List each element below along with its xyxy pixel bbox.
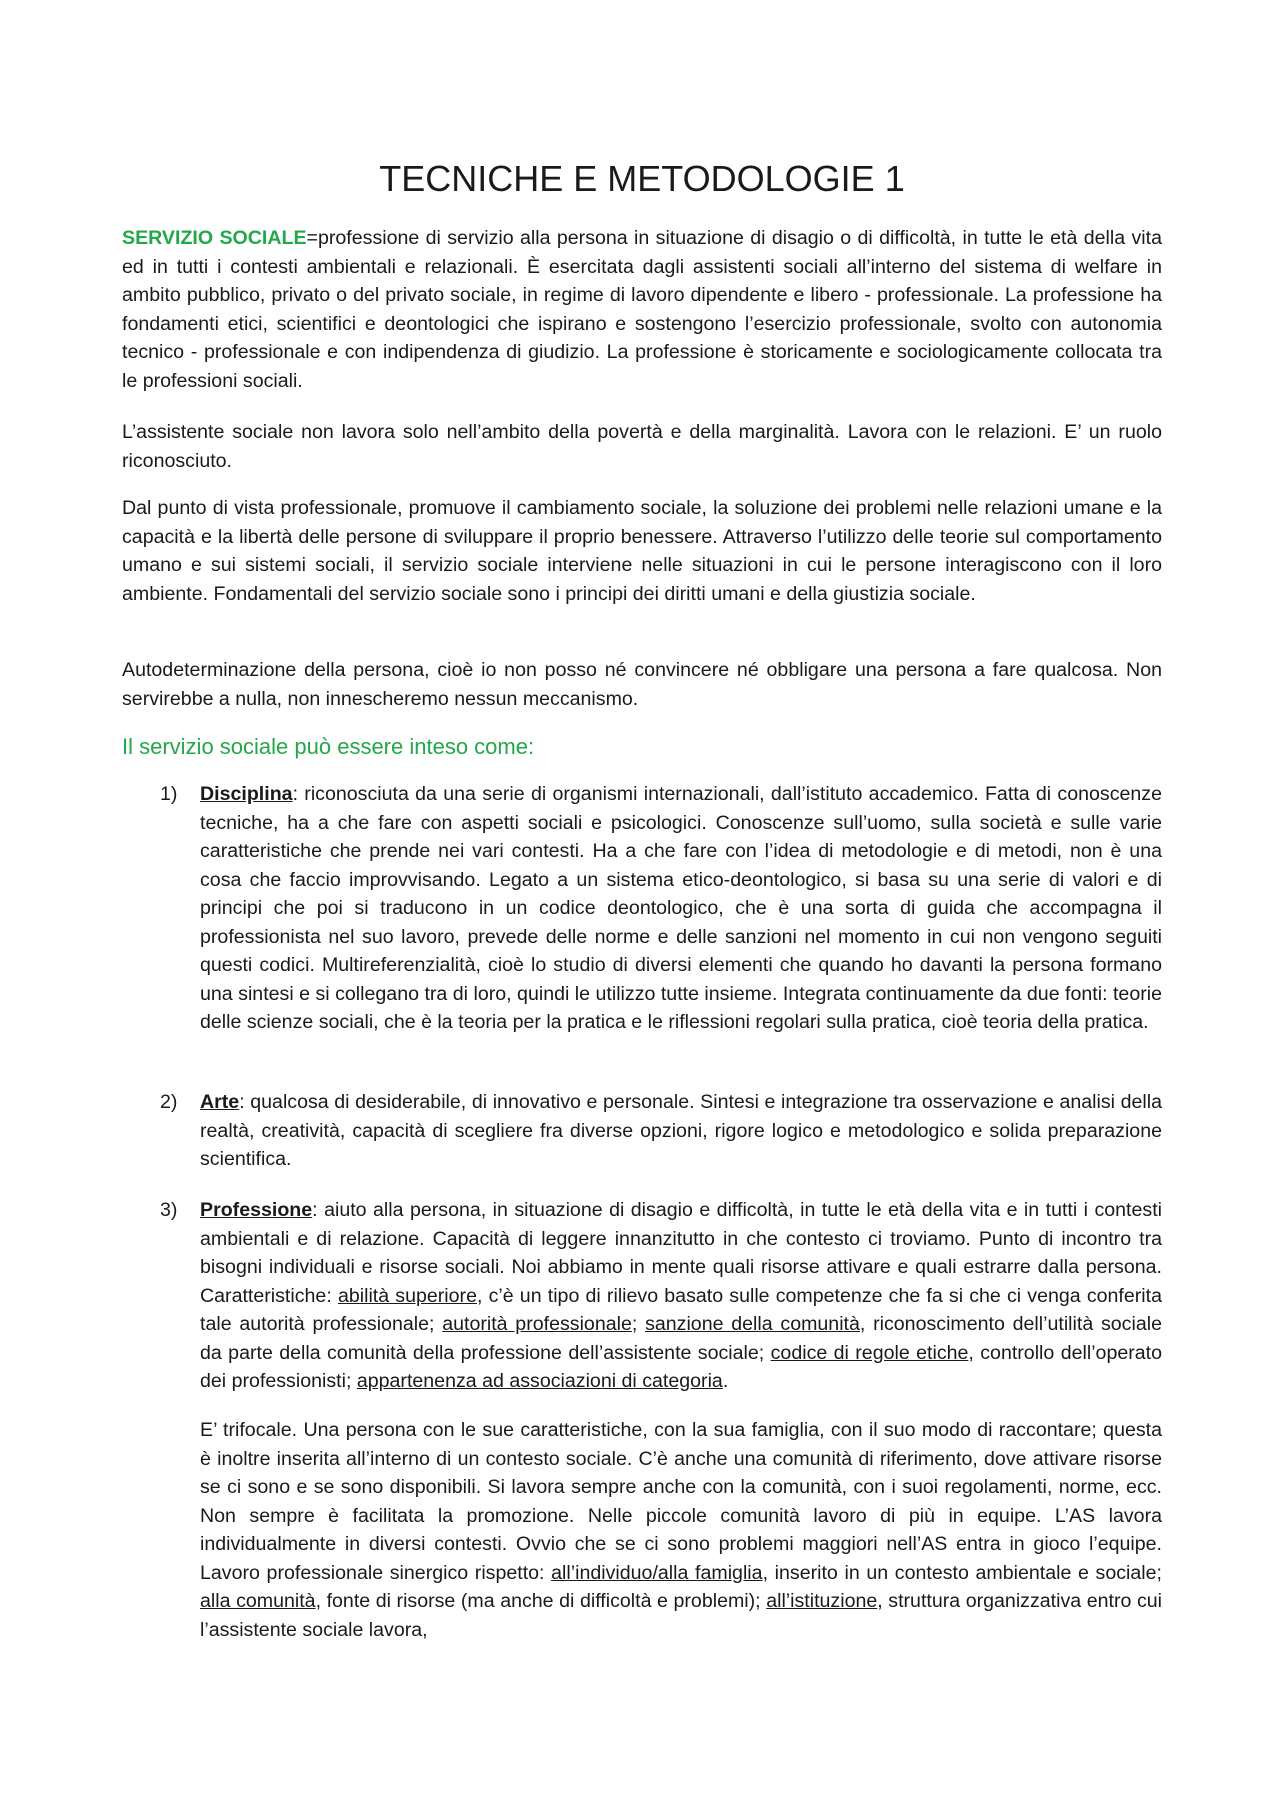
intro-text: =professione di servizio alla persona in situazione di disagio o di difficoltà, in tutte le età della vita ed in tutti i contesti ambientali e relazionali. È esercitata dagli assistenti sociali all’interno del sistema di welfare in ambito pubblico, privato o del privato sociale, in regime di lavoro dipendente e libero - professionale. La professione ha fondamenti etici, scientifici e deontologici che ispirano e sostengono l’esercizio professionale, svolto con autonomia tecnico - professionale e con indipendenza di giudizio. La professione è storicamente e sociologicamente collocata tra le professioni sociali. [122, 227, 1162, 392]
list-item [122, 1196, 1162, 1396]
trifocale-paragraph [200, 1416, 1162, 1644]
underlined-term: abilità superiore [337, 1284, 477, 1307]
list-item-number: 1) [160, 783, 178, 805]
intro-paragraph [122, 224, 1162, 395]
underlined-term: codice di regole etiche [770, 1341, 969, 1364]
list-item-number: 2) [160, 1091, 178, 1113]
list-item-number: 3) [160, 1199, 178, 1221]
text-run: , controllo dell’operato dei professionisti; [200, 1341, 1162, 1392]
text-run: . [722, 1370, 729, 1392]
intro-term: SERVIZIO SOCIALE [122, 227, 307, 249]
list-item [122, 1088, 1162, 1174]
underlined-term: appartenenza ad associazioni di categoria [356, 1370, 723, 1392]
underlined-term: sanzione della comunità [645, 1313, 860, 1335]
underlined-term: all’istituzione [766, 1590, 878, 1612]
page-title: TECNICHE E METODOLOGIE 1 [379, 158, 905, 199]
underlined-term: alla comunità [200, 1590, 316, 1612]
text-run: E’ trifocale. Una persona con le sue caratteristiche, con la sua famiglia, con il suo modo di raccontare; questa è inoltre inserita all’interno di un contesto sociale. C’è anche una comunità di riferimento, dove attivare risorse se ci sono e se sono disponibili. Si lavora sempre anche con la comunità, con i suoi regolamenti, norme, ecc. Non sempre è facilitata la promozione. Nelle piccole comunità lavoro di più in equipe. L’AS lavora individualmente in diversi contesti. Ovvio che se ci sono problemi maggiori nell’AS entra in gioco l’equipe. Lavoro professionale sinergico rispetto: [200, 1419, 1162, 1584]
section-subheading: Il servizio sociale può essere inteso come: [122, 734, 535, 759]
assistente-paragraph: L’assistente sociale non lavora solo nell’ambito della povertà e della marginalità. Lavora con le relazioni. E’ un ruolo riconosciuto. [122, 421, 1162, 472]
list-item-keyword: Disciplina [200, 783, 293, 805]
list-item-body: : qualcosa di desiderabile, di innovativo e personale. Sintesi e integrazione tra osservazione e analisi della realtà, creatività, capacità di scegliere fra diverse opzioni, rigore logico e metodologico e solida preparazione scientifica. [200, 1091, 1162, 1170]
text-run: ; [631, 1313, 646, 1335]
list-item-keyword: Arte [200, 1091, 240, 1113]
text-run: , fonte di risorse (ma anche di difficoltà e problemi); [315, 1590, 767, 1612]
text-run: , inserito in un contesto ambientale e sociale; [762, 1561, 1162, 1584]
text-run: : aiuto alla persona, in situazione di disagio e difficoltà, in tutte le età della vita e in tutti i contesti ambientali e di relazione. Capacità di leggere innanzitutto in che contesto ci troviamo. Punto di incontro tra bisogni individuali e risorse sociali. Noi abbiamo in mente quali risorse attivare e quali estrarre dalla persona. Caratteristiche: [200, 1199, 1162, 1307]
list-item-body: : riconosciuta da una serie di organismi internazionali, dall’istituto accademico. Fatta di conoscenze tecniche, ha a che fare con aspetti sociali e psicologici. Conoscenze sull’uomo, sulla società e sulle varie caratteristiche che prende nei vari contesti. Ha a che fare con l’idea di metodologie e di metodi, non è una cosa che faccio improvvisando. Legato a un sistema etico-deontologico, si basa su una serie di valori e di principi che poi si traducono in un codice deontologico, che è una sorta di guida che accompagna il professionista nel suo lavoro, prevede delle norme e delle sanzioni nel momento in cui non vengono seguiti questi codici. Multireferenzialità, cioè lo studio di diversi elementi che quando ho davanti la persona formano una sintesi e si collegano tra di loro, quindi le utilizzo tutte insieme. Integrata continuamente da due fonti: teorie delle scienze sociali, che è la teoria per la pratica e le riflessioni regolari sulla pratica, cioè teoria della pratica. [200, 783, 1162, 1033]
text-run: , struttura organizzativa entro cui l’assistente sociale lavora, [200, 1590, 1162, 1641]
list-item-text [200, 780, 1162, 1037]
professional-paragraph: Dal punto di vista professionale, promuove il cambiamento sociale, la soluzione dei problemi nelle relazioni umane e la capacità e la libertà delle persone di sviluppare il proprio benessere. Attraverso l’utilizzo delle teorie sul comportamento umano e sui sistemi sociali, il servizio sociale interviene nelle situazioni in cui le persone interagiscono con il loro ambiente. Fondamentali del servizio sociale sono i principi dei diritti umani e della giustizia sociale. [122, 497, 1162, 605]
text-run: , c’è un tipo di rilievo basato sulle competenze che fa si che ci venga conferita tale autorità professionale; [200, 1284, 1162, 1335]
list-item-text [200, 1088, 1162, 1174]
list-item [122, 780, 1162, 1037]
autodeterminazione-paragraph: Autodeterminazione della persona, cioè io non posso né convincere né obbligare una persona a fare qualcosa. Non servirebbe a nulla, non innescheremo nessun meccanismo. [122, 659, 1162, 710]
list-item-text [200, 1196, 1162, 1396]
underlined-term: autorità professionale [442, 1313, 632, 1335]
list-item-keyword: Professione [200, 1199, 313, 1221]
underlined-term: all’individuo/alla famiglia [551, 1561, 763, 1584]
text-run: , riconoscimento dell’utilità sociale da parte della comunità della professione dell’assistente sociale; [200, 1313, 1162, 1364]
